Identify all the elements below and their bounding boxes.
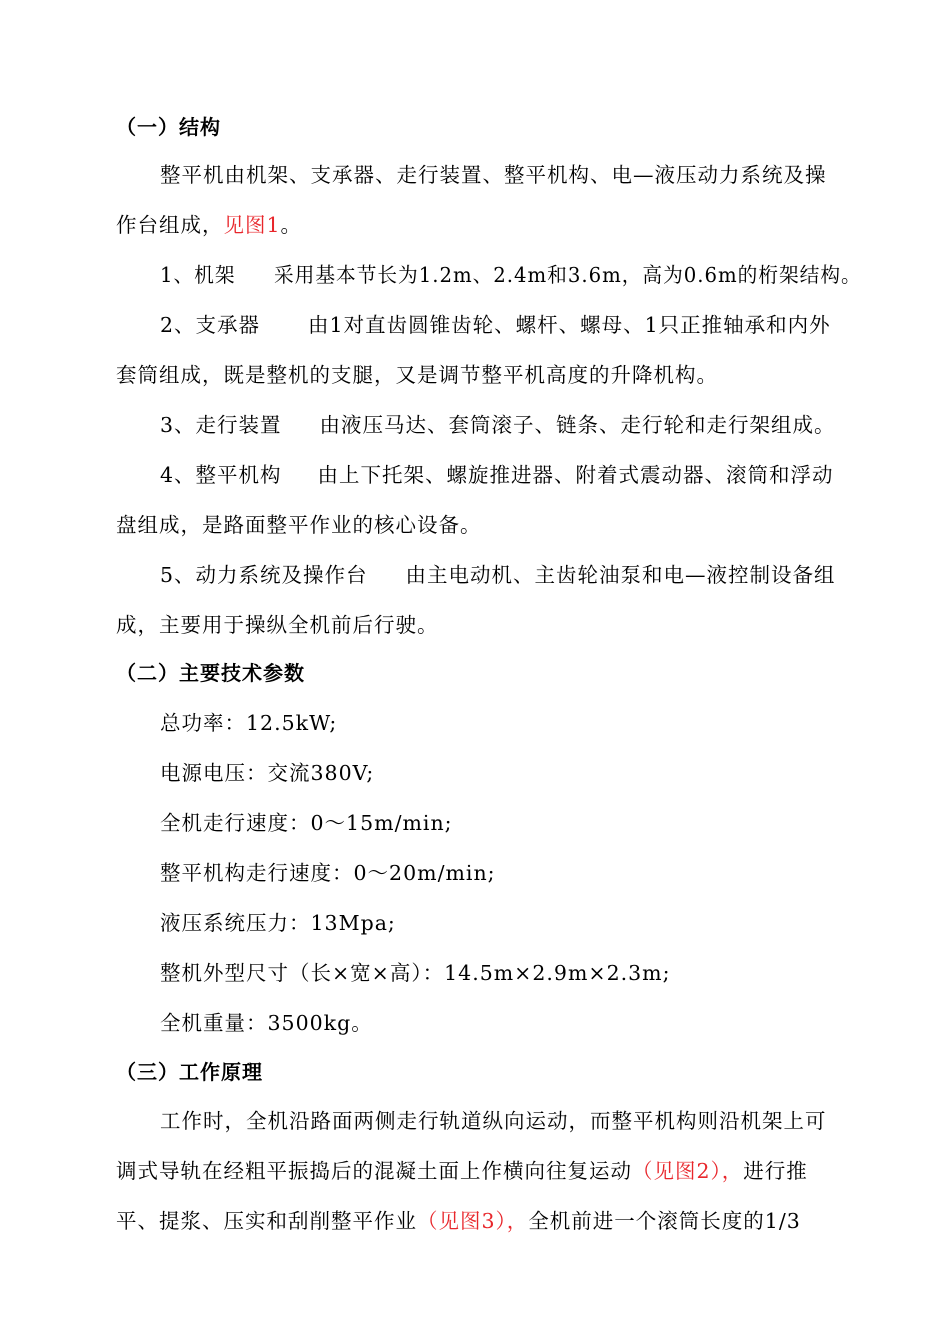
principle-text: 进行推 bbox=[743, 1159, 808, 1183]
structure-item-5-cont: 成，主要用于操纵全机前后行驶。 bbox=[116, 613, 439, 637]
structure-item-1 bbox=[160, 260, 862, 290]
item-text: 由上下托架、螺旋推进器、附着式震动器、滚筒和浮动 bbox=[317, 463, 834, 487]
principle-line-3 bbox=[116, 1206, 801, 1236]
principle-text: 全机前进一个滚筒长度的1/3 bbox=[528, 1209, 801, 1233]
structure-item-3 bbox=[160, 410, 836, 440]
section-heading-params: （二）主要技术参数 bbox=[116, 661, 305, 685]
intro-text: 作台组成， bbox=[116, 213, 224, 237]
principle-text: 平、提浆、压实和刮削整平作业 bbox=[116, 1209, 417, 1233]
structure-item-4 bbox=[160, 460, 834, 490]
param-travel-speed: 全机走行速度：0～15m/min; bbox=[160, 811, 453, 835]
structure-item-2 bbox=[160, 310, 831, 340]
param-dimensions: 整机外型尺寸（长×宽×高）：14.5m×2.9m×2.3m; bbox=[160, 961, 671, 985]
principle-line-1: 工作时，全机沿路面两侧走行轨道纵向运动，而整平机构则沿机架上可 bbox=[160, 1109, 827, 1133]
item-label: 2、支承器 bbox=[160, 313, 261, 337]
principle-text: 调式导轨在经粗平振捣后的混凝土面上作横向往复运动 bbox=[116, 1159, 632, 1183]
param-leveling-speed: 整平机构走行速度：0～20m/min; bbox=[160, 861, 496, 885]
principle-line-2 bbox=[116, 1156, 808, 1186]
section-heading-structure: （一）结构 bbox=[116, 115, 221, 139]
figure-reference-1: 见图1 bbox=[223, 213, 281, 237]
structure-item-5 bbox=[160, 560, 836, 590]
structure-item-4-cont: 盘组成，是路面整平作业的核心设备。 bbox=[116, 513, 482, 537]
param-voltage: 电源电压：交流380V; bbox=[160, 761, 375, 785]
figure-reference-3: （见图3）， bbox=[417, 1209, 529, 1233]
intro-end: 。 bbox=[280, 213, 303, 237]
section-heading-principle: （三）工作原理 bbox=[116, 1060, 263, 1084]
item-label: 3、走行装置 bbox=[160, 413, 282, 437]
structure-intro-line-1: 整平机由机架、支承器、走行装置、整平机构、电—液压动力系统及操 bbox=[160, 163, 827, 187]
structure-item-2-cont: 套筒组成，既是整机的支腿，又是调节整平机高度的升降机构。 bbox=[116, 363, 718, 387]
figure-reference-2: （见图2）， bbox=[632, 1159, 744, 1183]
param-hydraulic-pressure: 液压系统压力：13Mpa; bbox=[160, 911, 396, 935]
item-text: 由液压马达、套筒滚子、链条、走行轮和走行架组成。 bbox=[319, 413, 836, 437]
item-label: 5、动力系统及操作台 bbox=[160, 563, 368, 587]
item-label: 1、机架 bbox=[160, 263, 236, 287]
param-total-power: 总功率：12.5kW; bbox=[160, 711, 338, 735]
item-label: 4、整平机构 bbox=[160, 463, 282, 487]
item-text: 由1对直齿圆锥齿轮、螺杆、螺母、1只正推轴承和内外 bbox=[308, 313, 831, 337]
item-text: 由主电动机、主齿轮油泵和电—液控制设备组 bbox=[405, 563, 836, 587]
structure-intro-line-2 bbox=[116, 210, 302, 240]
param-weight: 全机重量：3500kg。 bbox=[160, 1011, 373, 1035]
item-text: 采用基本节长为1.2m、2.4m和3.6m，高为0.6m的桁架结构。 bbox=[273, 263, 862, 287]
